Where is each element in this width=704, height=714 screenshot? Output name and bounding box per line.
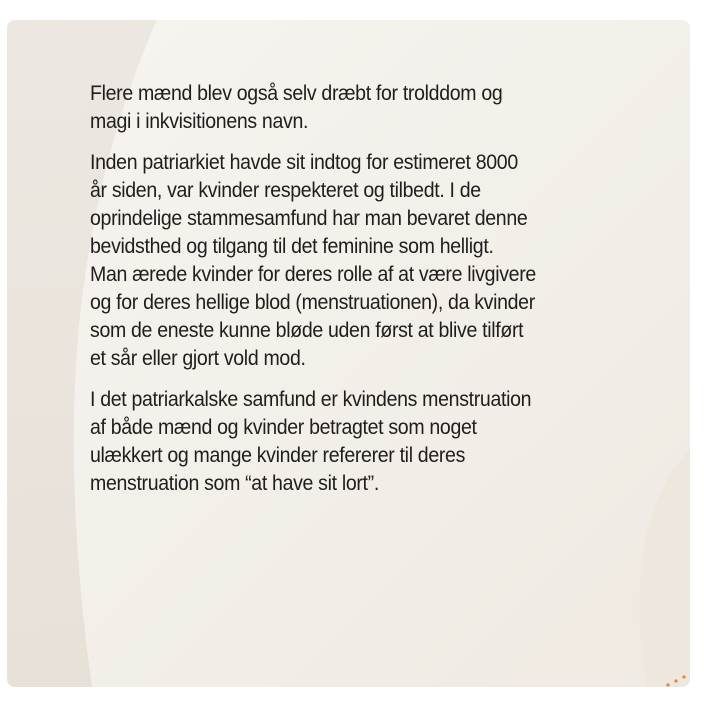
text-line: ulækkert og mange kvinder refererer til deres [90,444,466,467]
paragraph-1 [90,80,620,136]
text-line: af både mænd og kvinder betragtet som noget [90,416,477,439]
text-line: bevidsthed og tilgang til det feminine som helligt. [90,235,494,258]
text-line: år siden, var kvinder respekteret og tilbedt. I de [90,179,481,202]
text-line: Inden patriarkiet havde sit indtog for estimeret 8000 [90,151,518,174]
text-line: Flere mænd blev også selv dræbt for trolddom og [90,82,503,105]
text-line: et sår eller gjort vold mod. [90,347,306,370]
paragraph-3 [90,386,620,498]
text-line: som de eneste kunne bløde uden først at blive tilført [90,319,524,342]
paragraph-2 [90,149,620,373]
text-line: og for deres hellige blod (menstruationen), da kvinder [90,291,535,314]
text-body [90,80,620,511]
slide-card [7,20,690,687]
text-line: I det patriarkalske samfund er kvindens menstruation [90,388,532,411]
dots-icon [664,672,690,688]
text-line: menstruation som “at have sit lort”. [90,472,379,495]
text-line: magi i inkvisitionens navn. [90,110,309,133]
text-line: oprindelige stammesamfund har man bevaret denne [90,207,528,230]
text-line: Man ærede kvinder for deres rolle af at være livgivere [90,263,536,286]
